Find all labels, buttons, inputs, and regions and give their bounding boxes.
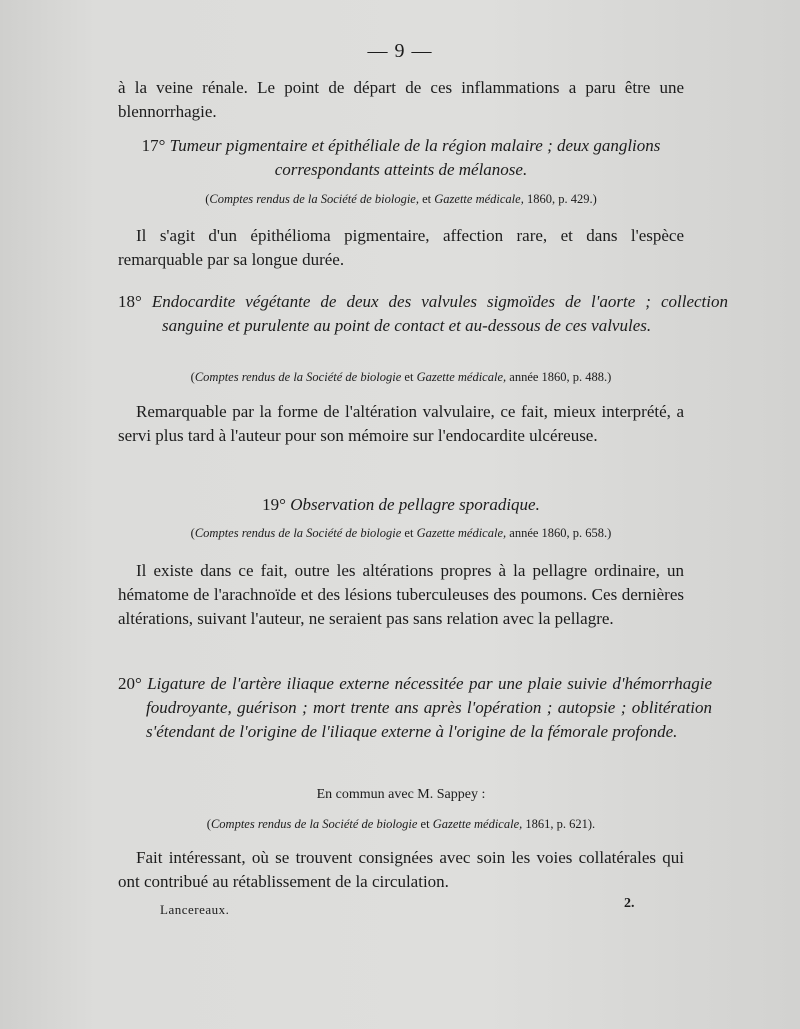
citation-source: Comptes rendus de la Société de biologie — [194, 526, 402, 540]
entry-18-comment — [118, 400, 684, 448]
citation-detail: année 1860, p. 658.) — [506, 526, 612, 540]
intro-text: à la veine rénale. Le point de départ de ces inflammations a paru être une blennorrhagie. — [118, 78, 684, 121]
entry-17-title-text: Tumeur pigmentaire et épithéliale de la région malaire ; deux ganglions correspondants atteints de mélanose. — [169, 136, 661, 179]
citation-and: et — [401, 370, 417, 384]
footer-signature-mark: 2. — [624, 896, 635, 911]
entry-17-comment-text: Il s'agit d'un épithélioma pigmentaire, affection rare, et dans l'espèce remarquable par sa longue durée. — [118, 226, 684, 269]
citation-open: ( — [190, 370, 195, 384]
entry-19-number: 19° — [262, 495, 286, 514]
entry-18-title-text: Endocardite végétante de deux des valvules sigmoïdes de l'aorte ; collection sanguine et purulente au point de contact et au-dessous de ces valvules. — [151, 292, 728, 335]
citation-detail: 1861, p. 621). — [522, 817, 596, 831]
entry-20-number: 20° — [118, 674, 142, 693]
entry-20-citation — [118, 815, 684, 833]
entry-17-number: 17° — [141, 136, 166, 155]
entry-18-number: 18° — [118, 292, 142, 311]
citation-and: et — [418, 192, 435, 206]
citation-and: et — [417, 817, 433, 831]
entry-19-comment-text: Il existe dans ce fait, outre les altérations propres à la pellagre ordinaire, un hématome de l'arachnoïde et des lésions tuberculeuses des poumons. Ces dernières altérations, suivant l'auteur, ne seraient pas sans relation avec la pellagre. — [118, 561, 684, 628]
citation-and: et — [401, 526, 417, 540]
entry-19-title — [118, 493, 684, 517]
citation-source: Comptes rendus de la Société de biologie — [194, 370, 402, 384]
intro-paragraph — [118, 76, 684, 124]
entry-20-comment-text: Fait intéressant, où se trouvent consignées avec soin les voies collatérales qui ont contribué au rétablissement de la circulation. — [118, 848, 684, 891]
entry-20-title-text: Ligature de l'artère iliaque externe nécessitée par une plaie suivie d'hémorrhagie foudroyante, guérison ; mort trente ans après l'opération ; autopsie ; oblitération s'étendant de l'origine de l'iliaque externe à l'origine de la fémorale profonde. — [146, 674, 713, 741]
citation-journal: Gazette médicale, — [416, 370, 507, 384]
citation-open: ( — [205, 192, 210, 206]
page-number: — 9 — — [367, 40, 433, 62]
entry-17-citation — [118, 190, 684, 208]
citation-source: Comptes rendus de la Société de biologie — [210, 817, 418, 831]
entry-20-title — [118, 672, 712, 744]
citation-source: Comptes rendus de la Société de biologie, — [209, 192, 419, 206]
citation-open: ( — [190, 526, 195, 540]
entry-20-collaboration — [118, 785, 684, 805]
citation-open: ( — [206, 817, 211, 831]
citation-journal: Gazette médicale, — [416, 526, 507, 540]
entry-17-title — [128, 134, 674, 182]
citation-journal: Gazette médicale, — [434, 192, 524, 206]
entry-19-title-text: Observation de pellagre sporadique. — [290, 495, 540, 514]
entry-18-citation — [118, 368, 684, 386]
entry-20-comment — [118, 846, 684, 894]
entry-18-comment-text: Remarquable par la forme de l'altération valvulaire, ce fait, mieux interprété, a servi plus tard à l'auteur pour son mémoire sur l'endocardite ulcéreuse. — [118, 402, 684, 445]
citation-detail: année 1860, p. 488.) — [506, 370, 612, 384]
collaboration-text: En commun avec M. Sappey : — [316, 787, 486, 802]
citation-journal: Gazette médicale, — [432, 817, 523, 831]
entry-19-citation — [118, 524, 684, 542]
citation-detail: 1860, p. 429.) — [523, 192, 597, 206]
footer-author: Lancereaux. — [160, 902, 230, 917]
entry-17-comment — [118, 224, 684, 272]
entry-19-comment — [118, 559, 684, 631]
entry-18-title — [118, 290, 728, 338]
